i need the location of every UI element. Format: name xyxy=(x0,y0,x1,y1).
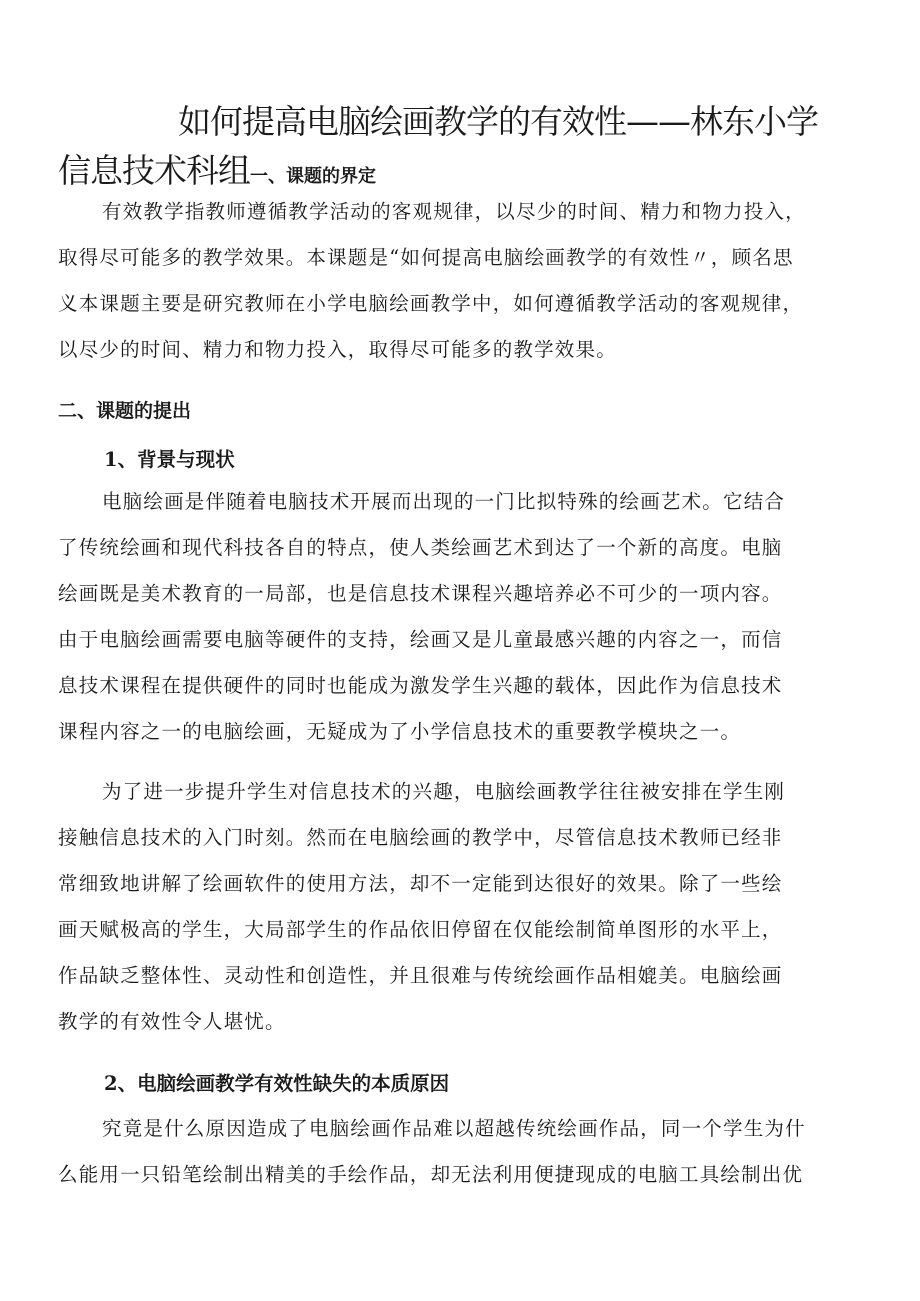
paragraph-line: 以尽少的时间、精力和物力投入，取得尽可能多的教学效果。 xyxy=(58,338,617,361)
section2-paragraph-2 xyxy=(58,769,848,1045)
paragraph-line: 画天赋极高的学生，大局部学生的作品依旧停留在仅能绘制简单图形的水平上， xyxy=(58,918,783,941)
section2-subheading-2: 2、电脑绘画教学有效性缺失的本质原因 xyxy=(104,1072,450,1095)
paragraph-line: 义本课题主要是研究教师在小学电脑绘画教学中，如何遵循教学活动的客观规律， xyxy=(58,292,804,315)
paragraph-line: 取得尽可能多的教学效果。本课题是“如何提高电脑绘画教学的有效性〃，顾名思 xyxy=(58,246,794,269)
section2-paragraph-3 xyxy=(58,1106,848,1198)
document-title-line2-text: 信息技术科组 xyxy=(58,151,250,190)
paragraph-line: 课程内容之一的电脑绘画，无疑成为了小学信息技术的重要教学模块之一。 xyxy=(58,720,742,743)
document-title-line2 xyxy=(58,145,376,192)
paragraph-line: 由于电脑绘画需要电脑等硬件的支持，绘画又是儿童最感兴趣的内容之一，而信 xyxy=(58,628,783,651)
paragraph-line: 究竟是什么原因造成了电脑绘画作品难以超越传统绘画作品，同一个学生为什 xyxy=(102,1117,806,1140)
section2-paragraph-1 xyxy=(58,479,848,755)
section1-paragraph xyxy=(58,189,848,373)
paragraph-line: 了传统绘画和现代科技各自的特点，使人类绘画艺术到达了一个新的高度。电脑 xyxy=(58,536,783,559)
section1-heading: 一、课题的界定 xyxy=(250,166,376,187)
paragraph-line: 息技术课程在提供硬件的同时也能成为激发学生兴趣的载体，因此作为信息技术 xyxy=(58,674,783,697)
paragraph-line: 么能用一只铅笔绘制出精美的手绘作品，却无法利用便捷现成的电脑工具绘制出优 xyxy=(58,1163,804,1186)
paragraph-line: 接触信息技术的入门时刻。然而在电脑绘画的教学中，尽管信息技术教师已经非 xyxy=(58,826,783,849)
paragraph-line: 有效教学指教师遵循教学活动的客观规律，以尽少的时间、精力和物力投入， xyxy=(102,200,806,223)
paragraph-line: 为了进一步提升学生对信息技术的兴趣，电脑绘画教学往往被安排在学生刚 xyxy=(102,780,786,803)
section2-subheading-1: 1、背景与现状 xyxy=(104,448,235,471)
paragraph-line: 作品缺乏整体性、灵动性和创造性，并且很难与传统绘画作品相媲美。电脑绘画 xyxy=(58,964,783,987)
paragraph-line: 绘画既是美术教育的一局部，也是信息技术课程兴趣培养必不可少的一项内容。 xyxy=(58,582,783,605)
paragraph-line: 教学的有效性令人堪忧。 xyxy=(58,1010,286,1033)
document-title-line1: 如何提高电脑绘画教学的有效性——林东小学 xyxy=(178,102,818,141)
paragraph-line: 电脑绘画是伴随着电脑技术开展而出现的一门比拟特殊的绘画艺术。它结合 xyxy=(102,490,786,513)
section2-heading: 二、课题的提出 xyxy=(58,400,192,422)
paragraph-line: 常细致地讲解了绘画软件的使用方法，却不一定能到达很好的效果。除了一些绘 xyxy=(58,872,783,895)
